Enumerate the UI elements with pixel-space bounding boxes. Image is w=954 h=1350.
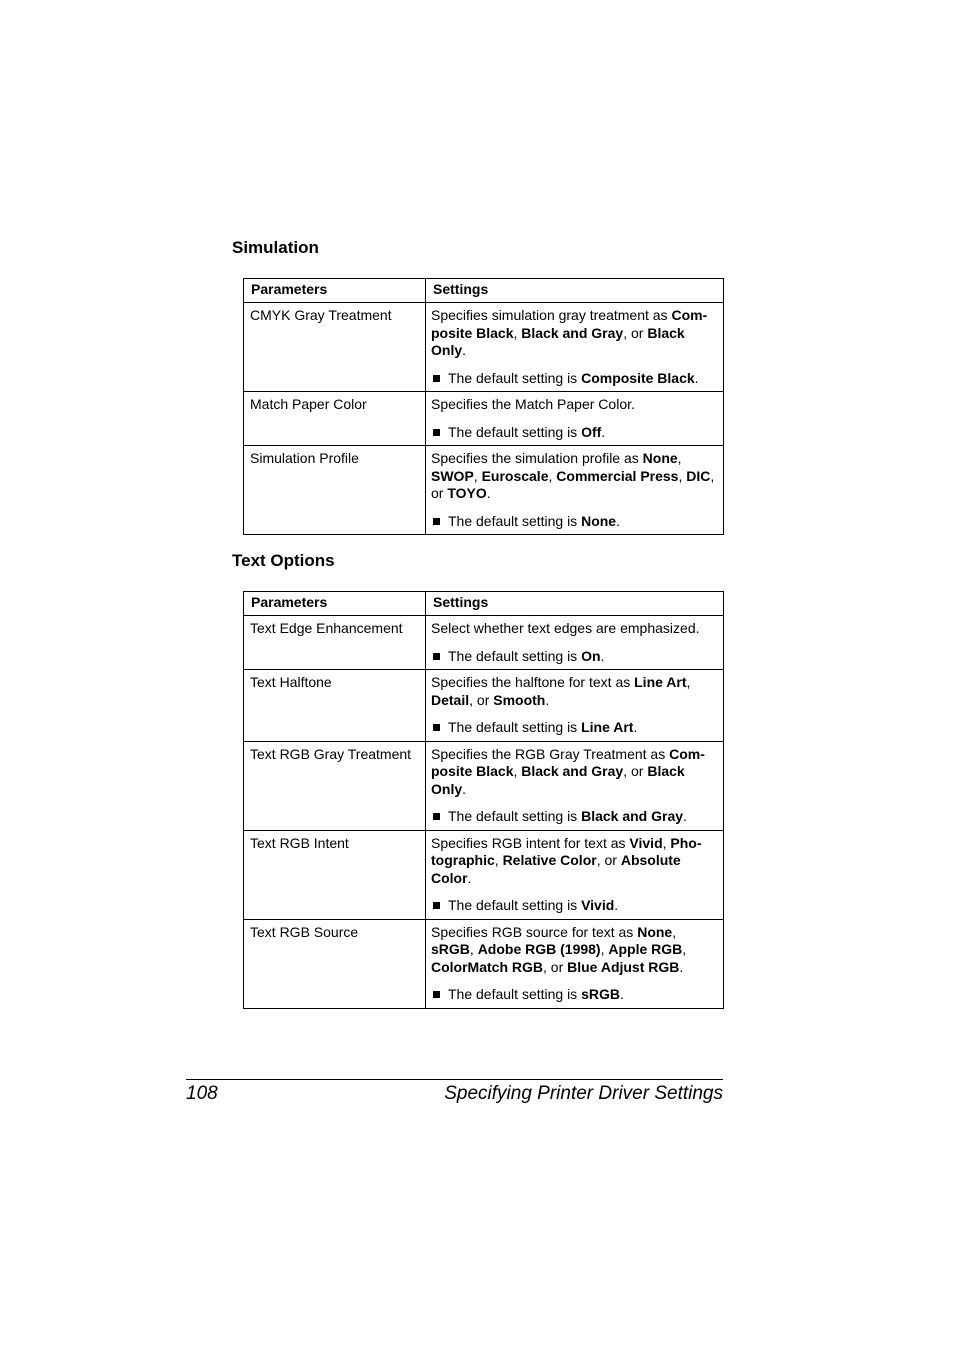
option-name: Smooth [493, 691, 546, 708]
description-text: Specifies the halftone for text as [431, 674, 635, 690]
square-bullet-icon [433, 724, 440, 731]
square-bullet-icon [433, 653, 440, 660]
description-text: , [600, 941, 609, 957]
parameter-cell: Text Edge Enhancement [244, 616, 426, 670]
default-suffix: . [600, 647, 605, 664]
default-prefix: The default setting is [448, 647, 582, 664]
option-name: Absolute Color [431, 852, 681, 886]
square-bullet-icon [433, 375, 440, 382]
text-options-table [243, 591, 724, 1009]
description-text: , [513, 324, 522, 341]
default-prefix: The default setting is [448, 719, 582, 735]
parameter-cell: Text RGB Gray Treatment [244, 741, 426, 830]
table-row [244, 741, 724, 830]
setting-description [431, 620, 717, 638]
default-suffix: . [614, 897, 619, 913]
table-header-row [244, 592, 724, 616]
description-text: , [513, 763, 522, 779]
default-value: Line Art [581, 719, 634, 735]
default-value: None [581, 512, 617, 529]
option-name: Relative Color [502, 852, 597, 868]
default-prefix: The default setting is [448, 897, 582, 913]
option-name: Black and Gray [521, 324, 624, 341]
option-name: Black Only [431, 324, 685, 358]
table-row [244, 303, 724, 392]
description-text: , [672, 923, 677, 940]
description-text: , or [623, 763, 648, 779]
default-setting [431, 648, 717, 666]
option-name: Detail [431, 691, 470, 708]
parameter-cell: Text RGB Intent [244, 830, 426, 919]
default-suffix: . [633, 719, 638, 735]
setting-description [431, 307, 717, 360]
default-suffix: . [616, 512, 620, 529]
setting-description [431, 924, 717, 977]
default-value: sRGB [581, 986, 620, 1002]
square-bullet-icon [433, 991, 440, 998]
description-text: . [545, 691, 550, 708]
description-text: , [677, 450, 682, 466]
table-row [244, 919, 724, 1008]
option-name: Euroscale [481, 467, 549, 484]
default-setting [431, 719, 717, 737]
setting-cell [426, 392, 724, 446]
square-bullet-icon [433, 902, 440, 909]
option-name: Line Art [634, 674, 687, 690]
table-row [244, 830, 724, 919]
option-name: Blue Adjust RGB [567, 958, 680, 975]
text-options-table-body [244, 616, 724, 1009]
default-prefix: The default setting is [448, 808, 582, 824]
setting-cell [426, 830, 724, 919]
table-row [244, 392, 724, 446]
default-setting [431, 370, 717, 388]
description-text: Specifies the RGB Gray Treatment as [431, 745, 670, 762]
description-text: , or [431, 467, 715, 501]
description-text: , [548, 467, 557, 484]
description-text: Specifies RGB source for text as [431, 923, 638, 940]
description-text: Specifies the Match Paper Color. [431, 396, 635, 412]
option-name: Com-posite Black [431, 307, 708, 341]
footer-title: Specifying Printer Driver Settings [444, 1083, 723, 1104]
description-text: . [467, 869, 472, 886]
option-name: None [642, 450, 678, 466]
setting-cell [426, 446, 724, 535]
description-text: , or [623, 324, 648, 341]
default-value: Black and Gray [581, 808, 684, 824]
setting-description [431, 396, 717, 414]
parameters-header: Parameters [244, 279, 426, 303]
description-text: , [662, 834, 671, 851]
default-prefix: The default setting is [448, 512, 582, 529]
setting-description [431, 746, 717, 799]
default-setting [431, 897, 717, 915]
description-text: , [686, 674, 691, 690]
default-setting [431, 986, 717, 1004]
setting-description [431, 674, 717, 709]
description-text: , [678, 467, 687, 484]
table-row [244, 616, 724, 670]
parameter-cell: Simulation Profile [244, 446, 426, 535]
parameter-cell: Text RGB Source [244, 919, 426, 1008]
simulation-heading: Simulation [232, 238, 319, 257]
option-name: Apple RGB [608, 941, 683, 957]
option-name: Black and Gray [521, 763, 624, 779]
default-value: Off [581, 423, 602, 440]
footer-rule [186, 1079, 723, 1080]
option-name: TOYO [447, 485, 487, 501]
setting-description [431, 835, 717, 888]
description-text: Specifies RGB intent for text as [431, 834, 630, 851]
setting-cell [426, 670, 724, 742]
parameter-cell: CMYK Gray Treatment [244, 303, 426, 392]
default-setting [431, 513, 717, 531]
option-name: None [637, 923, 673, 940]
option-name: Com-posite Black [431, 745, 705, 779]
table-row [244, 446, 724, 535]
description-text: , or [596, 852, 621, 868]
option-name: Adobe RGB (1998) [477, 941, 601, 957]
settings-header: Settings [426, 279, 724, 303]
default-value: Composite Black [581, 369, 695, 386]
default-value: On [581, 647, 601, 664]
default-suffix: . [619, 986, 624, 1002]
description-text: Specifies the simulation profile as [431, 450, 643, 466]
setting-cell [426, 741, 724, 830]
default-suffix: . [694, 369, 699, 386]
default-value: Vivid [581, 897, 615, 913]
default-prefix: The default setting is [448, 423, 582, 440]
setting-cell [426, 303, 724, 392]
parameter-cell: Match Paper Color [244, 392, 426, 446]
default-suffix: . [683, 808, 687, 824]
setting-cell [426, 919, 724, 1008]
parameters-header: Parameters [244, 592, 426, 616]
option-name: Pho-tographic [431, 834, 702, 868]
option-name: Commercial Press [556, 467, 679, 484]
parameter-cell: Text Halftone [244, 670, 426, 742]
description-text: , or [469, 691, 494, 708]
setting-description [431, 450, 717, 503]
square-bullet-icon [433, 429, 440, 436]
option-name: Black Only [431, 763, 685, 797]
description-text: , [473, 467, 482, 484]
page-number: 108 [186, 1083, 218, 1104]
description-text: , [682, 941, 687, 957]
table-header-row [244, 279, 724, 303]
default-suffix: . [601, 423, 606, 440]
default-prefix: The default setting is [448, 369, 582, 386]
description-text: . [679, 958, 684, 975]
option-name: Vivid [629, 834, 663, 851]
description-text: , [494, 852, 503, 868]
option-name: DIC [686, 467, 711, 484]
simulation-table-body [244, 303, 724, 535]
description-text: , or [543, 958, 568, 975]
description-text: Select whether text edges are emphasized. [431, 620, 700, 636]
default-prefix: The default setting is [448, 986, 582, 1002]
simulation-table [243, 278, 724, 535]
setting-cell [426, 616, 724, 670]
description-text: . [462, 780, 467, 797]
table-row [244, 670, 724, 742]
default-setting [431, 808, 717, 826]
default-setting [431, 424, 717, 442]
description-text: . [486, 485, 491, 501]
description-text: . [462, 342, 467, 358]
square-bullet-icon [433, 813, 440, 820]
option-name: SWOP [431, 467, 474, 484]
square-bullet-icon [433, 518, 440, 525]
option-name: sRGB [431, 941, 470, 957]
description-text: , [469, 941, 478, 957]
settings-header: Settings [426, 592, 724, 616]
description-text: Specifies simulation gray treatment as [431, 307, 672, 323]
text-options-heading: Text Options [232, 551, 335, 570]
option-name: ColorMatch RGB [431, 958, 543, 975]
